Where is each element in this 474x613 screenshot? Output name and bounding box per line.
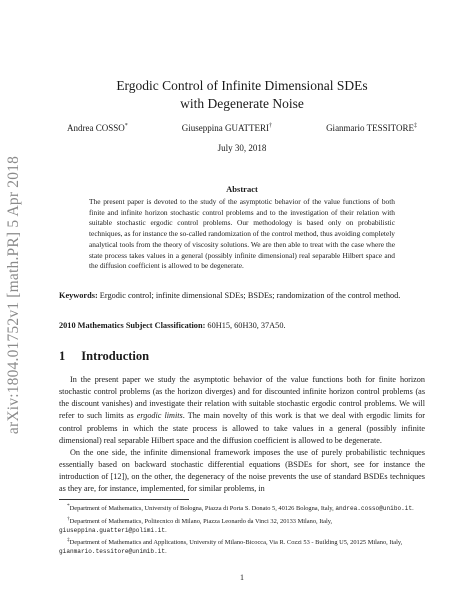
intro-paragraph-2: On the one side, the infinite dimensional framework imposes the use of purely probabilistic techniques essentially based on backward stochastic differential equations (BSDEs for short, see for instance the introduction of [12]), on the other, the degeneracy of the noise prevents the use of standard BSDEs techniques as they are, for instance, implemented, for similar problems, in bbox=[59, 447, 425, 494]
section-number: 1 bbox=[59, 349, 66, 363]
introduction-body bbox=[59, 374, 425, 496]
msc-label: 2010 Mathematics Subject Classification: bbox=[59, 321, 206, 330]
paper-title bbox=[59, 77, 425, 113]
footnote-3: ‡Department of Mathematics and Applications, University of Milano-Bicocca, Via R. Cozzi 53 - Building U5, 20125 Milano, Italy, gianmario.tessitore@unimib.it. bbox=[59, 537, 403, 556]
author-list bbox=[59, 123, 425, 133]
author-1: Andrea COSSO* bbox=[67, 123, 128, 133]
intro-paragraph-1: In the present paper we study the asymptotic behavior of the value functions both for finite horizon stochastic control problems (as the horizon diverges) and for discounted infinite horizon control problems (as the discount vanishes) and investigate their relation with suitable stochastic ergodic control problems. We will refer to such limits as ergodic limits. The main novelty of this work is that we deal with ergodic limits for control problems in which the state process is allowed to take values in a general (possibly infinite dimensional) real separable Hilbert space and the diffusion coefficient is allowed to be degenerate. bbox=[59, 375, 425, 445]
msc-text: 60H15, 60H30, 37A50. bbox=[207, 321, 286, 330]
paper-date: July 30, 2018 bbox=[217, 143, 267, 153]
msc-classification bbox=[59, 321, 425, 330]
title-line-1: Ergodic Control of Infinite Dimensional SDEs bbox=[116, 78, 368, 93]
keywords-label: Keywords: bbox=[59, 291, 98, 300]
keywords-text: Ergodic control; infinite dimensional SDEs; BSDEs; randomization of the control method. bbox=[99, 291, 401, 300]
footnote-2: †Department of Mathematics, Politecnico di Milano, Piazza Leonardo da Vinci 32, 20133 Milano, Italy, giuseppina.guatteri@polimi.it. bbox=[59, 515, 333, 534]
ergodic-limits-term: ergodic limits bbox=[136, 411, 183, 421]
footnote-rule bbox=[59, 499, 189, 500]
author-2: Giuseppina GUATTERI† bbox=[181, 123, 273, 133]
author-3: Gianmario TESSITORE‡ bbox=[326, 123, 417, 133]
section-heading bbox=[59, 349, 425, 364]
email-link-1[interactable]: andrea.cosso@unibo.it bbox=[335, 505, 413, 513]
page-number: 1 bbox=[240, 573, 244, 582]
abstract-heading: Abstract bbox=[226, 184, 258, 194]
section-title: Introduction bbox=[81, 349, 150, 363]
title-line-2: with Degenerate Noise bbox=[180, 96, 304, 111]
footnotes bbox=[59, 502, 425, 558]
abstract-body: The present paper is devoted to the study of the asymptotic behavior of the value functions of both finite and infinite horizon stochastic control problems and to the investigation of their relation with suitable stochastic ergodic control problems. Our methodology is based only on probabilistic techniques, as for instance the so-called randomization of the control method, thus avoiding completely analytical tools from the theory of viscosity solutions. We are then able to treat with the case where the state process takes values in a general (possibly infinite dimensional) real separable Hilbert space and the diffusion coefficient is allowed to be degenerate. bbox=[89, 197, 396, 271]
arxiv-stamp-text: arXiv:1804.01752v1 [math.PR] 5 Apr 2018 bbox=[5, 155, 22, 435]
keywords bbox=[59, 290, 425, 302]
email-link-2[interactable]: giuseppina.guatteri@polimi.it bbox=[59, 526, 166, 534]
email-link-3[interactable]: gianmario.tessitore@unimib.it bbox=[59, 548, 166, 556]
footnote-1: *Department of Mathematics, University of Bologna, Piazza di Porta S. Donato 5, 40126 Bologna, Italy, andrea.cosso@unibo.it. bbox=[67, 503, 414, 513]
arxiv-stamp bbox=[2, 130, 26, 460]
